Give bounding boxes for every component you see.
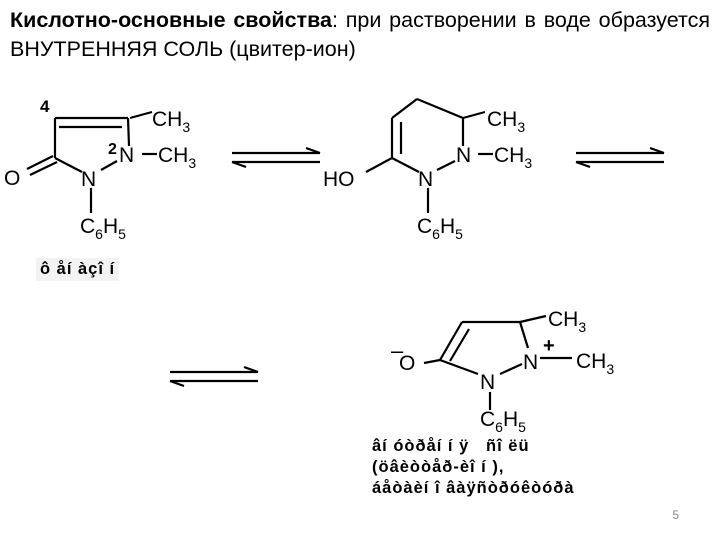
- n1-atom: N: [480, 371, 496, 394]
- bonds-structure-2: [366, 99, 493, 213]
- negative-charge: –: [391, 338, 404, 363]
- arrows-1: [232, 148, 320, 167]
- n2-atom: N: [456, 144, 472, 167]
- caption-phenazone: ô åí àçî í: [36, 258, 119, 281]
- n1-atom: N: [418, 168, 434, 191]
- positive-charge: +: [543, 335, 555, 357]
- ch3-label: $CH_3$: [487, 108, 526, 135]
- n-plus-atom: N: [523, 351, 539, 374]
- ch3-label: $CH_3$: [548, 308, 587, 335]
- arrows-3: [170, 367, 258, 386]
- ch3-label: $CH_3$: [494, 144, 533, 171]
- o-atom: O: [4, 167, 21, 190]
- phenyl-label: $C_6H_5$: [480, 408, 526, 435]
- ch3-label: $CH_3$: [152, 108, 191, 135]
- n1-atom: N: [81, 168, 97, 191]
- caption-line: âí óòðåí í ÿ ñî ëü: [372, 437, 530, 455]
- ho-group: HO: [323, 168, 355, 191]
- page-number: 5: [672, 508, 679, 522]
- title-rest: : при растворении в воде образуется ВНУТРЕННЯЯ СОЛЬ (цвитер-ион): [10, 8, 710, 61]
- caption-zwitterion: [372, 436, 575, 499]
- arrows-2: [576, 148, 664, 167]
- phenyl-label: $C_6H_5$: [417, 215, 463, 242]
- ch3-label: $CH_3$: [158, 144, 197, 171]
- caption-line: áåòàèí î âàÿñòðóêòóðà: [372, 479, 575, 497]
- locant-2: 2: [108, 141, 117, 158]
- title-bold: Кислотно-основные свойства: [10, 8, 332, 32]
- ch3-label: $CH_3$: [576, 350, 615, 377]
- bonds-structure-1: [27, 112, 157, 213]
- n2-atom: N: [119, 144, 135, 167]
- atoms-zwitterion: [391, 308, 614, 435]
- locant-4: 4: [40, 97, 50, 116]
- caption-line: (öâèòòåð-èî í ),: [372, 458, 505, 476]
- o-atom: O: [399, 352, 416, 375]
- phenyl-label: $C_6H_5$: [80, 215, 126, 242]
- atoms-structure-2: [323, 108, 532, 242]
